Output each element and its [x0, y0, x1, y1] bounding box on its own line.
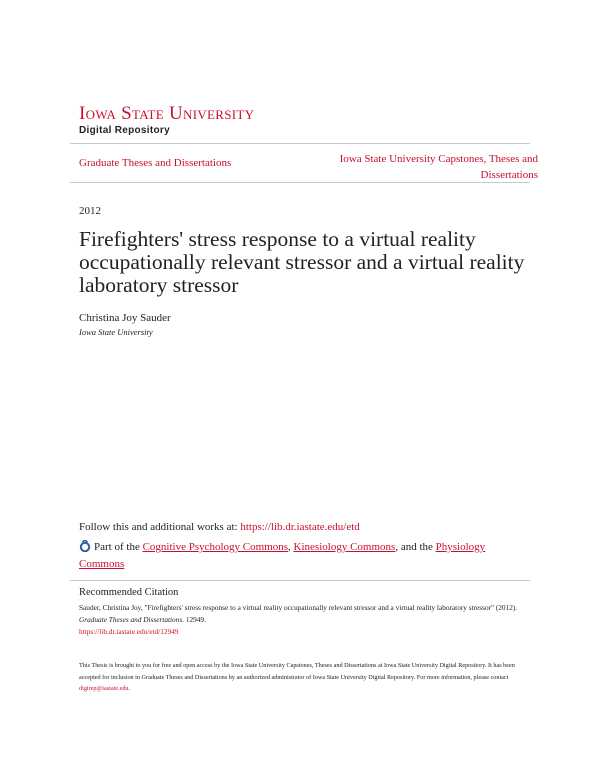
author-affiliation: Iowa State University	[79, 327, 153, 337]
follow-line	[79, 521, 360, 533]
partof-sep1: ,	[288, 541, 294, 553]
cognitive-psychology-link[interactable]: Cognitive Psychology Commons	[142, 541, 289, 553]
notice-end: .	[128, 685, 131, 692]
divider-nav	[70, 182, 530, 183]
partof-prefix: Part of the	[94, 541, 143, 553]
divider-top	[70, 143, 530, 144]
physiology-link[interactable]: Physiology Commons	[79, 541, 486, 570]
page-title: Firefighters' stress response to a virtual reality occupationally relevant stressor and a virtual reality laboratory stressor	[79, 227, 525, 297]
notice-text: This Thesis is brought to you for free and open access by the Iowa State University Capstones, Theses and Dissertations at Iowa State University Digital Repository. It has been accepted for inclusion in Graduate Theses and Dissertations by an authorized administrator of Iowa State University Digital Repository. For more information, please contact	[79, 662, 515, 681]
follow-text: Follow this and additional works at:	[79, 521, 241, 533]
author-name: Christina Joy Sauder	[79, 312, 171, 324]
divider-citation	[70, 580, 530, 581]
repository-notice	[79, 660, 534, 695]
citation-journal: Graduate Theses and Dissertations	[79, 615, 183, 624]
capstones-link[interactable]: Iowa State University Capstones, Theses and Dissertations	[339, 153, 538, 181]
citation-heading: Recommended Citation	[79, 587, 179, 598]
graduate-theses-link[interactable]: Graduate Theses and Dissertations	[79, 157, 232, 169]
publication-year: 2012	[79, 205, 101, 217]
citation-url-link[interactable]: https://lib.dr.iastate.edu/etd/12949	[79, 627, 179, 636]
citation-number: . 12949.	[182, 615, 206, 624]
kinesiology-link[interactable]: Kinesiology Commons	[293, 541, 396, 553]
citation-text	[79, 602, 529, 638]
follow-url-link[interactable]: https://lib.dr.iastate.edu/etd	[240, 521, 360, 533]
open-access-icon	[79, 540, 91, 557]
part-of-commons	[79, 540, 509, 572]
university-logo: Iowa State University	[79, 103, 255, 124]
repository-name: Digital Repository	[79, 125, 170, 136]
citation-body: Sauder, Christina Joy, "Firefighters' stress response to a virtual reality occupationally relevant stressor and a virtual reality laboratory stressor" (2012).	[79, 603, 518, 612]
partof-sep2: , and the	[395, 541, 436, 553]
contact-email-link[interactable]: digirep@iastate.edu	[79, 685, 129, 692]
